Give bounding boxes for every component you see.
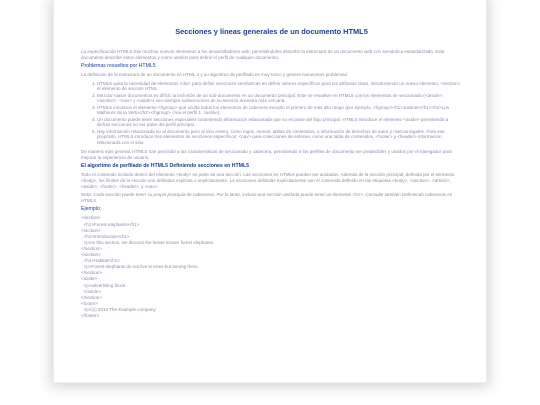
- code-line: </section>: [81, 270, 102, 276]
- code-line: <p>advertising block: [81, 282, 126, 288]
- code-example: [81, 215, 462, 319]
- problems-list-item: 5. Hay información relacionada no al documento pero al sitio entero, como logos, menús, tablas de contenidos, o información de derechos de autor y marcas legales. Para ese propósito, HTML5 introduce tres elementos de secciones específicos: <nav> para colecciones de enlaces, como una tabla de contenidos, <footer> y <header> información relacionada con el sitio.: [97, 129, 462, 146]
- code-line: </section>: [81, 245, 102, 251]
- problems-intro: La definición de la estructura de un documento en HTML 4 y su algoritmo de perfilado es muy tosco y genera numerosos problemas:: [81, 72, 349, 78]
- algorithm-heading: El algoritmo de perfilado de HTML5 Definiendo secciones en HTML5: [81, 162, 250, 169]
- code-line: <section>: [81, 215, 101, 221]
- problems-list-item: 1. HTML5 quita la necesidad de elementos <div> para definir secciones semánticas en definir valores específicos para los atributos class, introduciendo un nuevo elemento, <section>, el elemento de sección HTML.: [97, 81, 462, 92]
- code-line: </aside>: [81, 288, 101, 294]
- problems-outro: De manera más general, HTML5 trae precisión a las características de seccionado y cabecera, permitiendo a los perfiles de documento ser predecibles y usados por el navegador para mejorar la experiencia de usuario.: [81, 148, 452, 160]
- code-line: <section>: [81, 252, 101, 258]
- code-line: <section>: [81, 227, 101, 233]
- document-page: [54, 0, 486, 382]
- intro-paragraph: La especificación HTML5 trae muchos nuevos elementos a los desarrolladores web, permitiéndoles describir la estructura de un documento web con semántica estandarizada. Este documento describe estos elementos y cómo usarlos para definir el perfil de cualquier documento.: [81, 49, 445, 60]
- code-line: <h1>Forest elephants</h1>: [81, 221, 140, 227]
- code-line: <p>Forest elephants do not live in trees but among them.: [81, 264, 199, 270]
- problems-list-item: 4. Un documento puede tener secciones especiales conteniendo información relacionada que no es parte del flujo principal. HTML5 introduce el elemento <aside> permitiendo a dichas secciones no ser parte del perfil principal.: [97, 117, 462, 128]
- algorithm-paragraph: Todo el contenido incluido dentro del elemento <body> es parte de una sección. Las secciones en HTML5 pueden ser anidadas. Además de la sección principal, definida por el elemento <body>, los límites de la sección son definidos explícita o implícitamente. La secciones definidas explícitamente son el contenido definido en las etiquetas <body>, <section>, <article>, <aside>, <footer>, <header>, y <nav>.: [81, 172, 455, 189]
- problems-heading: Problemas resueltos por HTML5: [81, 63, 156, 70]
- code-line: <footer>: [81, 300, 98, 306]
- code-line: <h1>Habitat</h1>: [81, 258, 120, 264]
- code-line: </section>: [81, 294, 102, 300]
- code-line: </footer>: [81, 312, 100, 318]
- problems-list-item: 2. Mezclar varios documentos es difícil: la inclusión de un sub-documento en un documento principal. Este se resuelve en HTML5 con los elementos de seccionado (<article>, <section>, <nav> y <aside>) son siempre subsecciones de su sección ancestra más cercana.: [97, 93, 462, 104]
- problems-list: [81, 81, 462, 146]
- code-line: <p>In this section, we discuss the lesser known forest elephants.: [81, 239, 215, 245]
- note-paragraph: Nota: Cada sección puede tener su propia jerarquía de cabeceras. Por lo tanto, incluso una sección anidada puede tener un elemento <h1>. Consulte también Definiendo cabeceras en HTML5.: [81, 192, 453, 203]
- code-line: <p>(c) 2010 The Example company: [81, 306, 156, 312]
- code-line: <h1>Introduction</h1>: [81, 233, 130, 239]
- code-line: <aside>: [81, 276, 98, 282]
- example-heading: Ejemplo:: [81, 206, 102, 213]
- document-title: Secciones y líneas generales de un documento HTML5: [175, 27, 368, 36]
- problems-list-item: 3. HTML5 introduce el elemento <hgroup> que oculta todos los elementos de cabecera excepto el primero de más alto rango (por ejemplo, <hgroup><h1>Justinen</h1><h2>Los Malheurs de la Vertu</h2></hgroup> crea el perfil 1. Justine).: [97, 105, 462, 116]
